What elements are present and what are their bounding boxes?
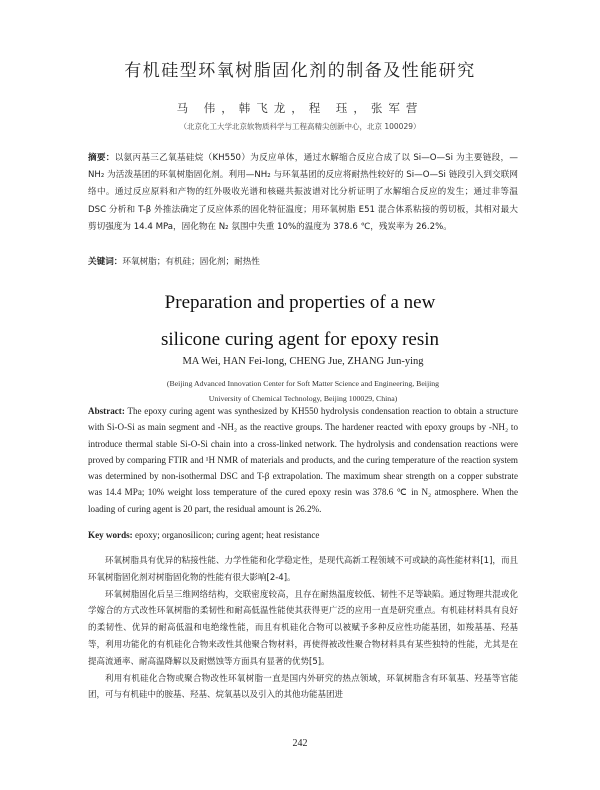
english-affiliation-line2: University of Chemical Technology, Beijing 100029, China) <box>208 394 398 403</box>
english-abstract <box>88 403 518 517</box>
english-keywords-label: Key words: <box>88 530 133 540</box>
chinese-abstract-label: 摘要： <box>88 153 115 163</box>
english-authors: MA Wei, HAN Fei-long, CHENG Jue, ZHANG Jun-ying <box>182 356 424 367</box>
english-affiliation <box>88 376 518 406</box>
chinese-abstract <box>88 150 518 236</box>
body-text <box>88 553 518 704</box>
chinese-keywords-text: 环氧树脂；有机硅；固化剂；耐热性 <box>122 257 260 267</box>
page-number: 242 <box>292 738 308 749</box>
body-paragraph-2: 环氧树脂固化后呈三维网络结构，交联密度较高，且存在耐热温度较低、韧性不足等缺陷。通过物理共混或化学嫁合的方式改性环氧树脂的柔韧性和耐高低温性能使其获得更广泛的应用一直是研究重点。有机硅材料具有良好的柔韧性、优异的耐高低温和电绝缘性能，而且有机硅化合物可以被赋予多种反应性功能基团，如羧基基、羟基等，利用功能化的有机硅化合物来改性其他聚合物材料，再使得被改性聚合物材料具有某些独特的性能，尤其是在提高流通率、耐高温降解以及耐燃蚀等方面具有显著的优势[5]。 <box>88 589 518 667</box>
english-abstract-text: The epoxy curing agent was synthesized by KH550 hydrolysis condensation reaction to obtain a structure with Si-O-Si as main segment and -NH₂ as the reactive groups. The hardener reacted with epoxy groups by -NH₂ to introduce thermal stable Si-O-Si chain into a cross-linked network. The hydrolysis and condensation reactions were proved by comparing FTIR and ¹H NMR of materials and products, and the curing temperature of the reaction system was determined by non-isothermal DSC and T-β extrapolation. The maximum shear strength on a copper substrate was 14.4 MPa; 10% weight loss temperature of the cured epoxy resin was 378.6 ℃ in N₂ atmosphere. When the loading of curing agent is 20 part, the residual amount is 26.2%. <box>88 406 519 514</box>
chinese-keywords-label: 关键词： <box>88 257 123 267</box>
chinese-affiliation: （北京化工大学北京软物质科学与工程高精尖创新中心，北京 100029） <box>179 122 421 131</box>
chinese-abstract-text: 以氨丙基三乙氧基硅烷（KH550）为反应单体，通过水解缩合反应合成了以 Si—O—Si 为主要链段，—NH₂ 为活泼基团的环氧树脂固化剂。利用—NH₂ 与环氧基团的反应将耐热性较好的 Si—O—Si 链段引入到交联网络中。通过反应原料和产物的红外吸收光谱和核磁共振波谱对比分析证明了水解缩合反应的发生；通过非等温 DSC 分析和 T-β 外推法确定了反应体系的固化特征温度；用环氧树脂 E51 混合体系粘接的剪切板，其相对最大剪切强度为 14.4 MPa，固化物在 N₂ 氛围中失重 10%的温度为 378.6 ℃，残炭率为 26.2%。 <box>88 153 518 232</box>
english-keywords-text: epoxy; organosilicon; curing agent; heat resistance <box>135 530 320 540</box>
english-title-line1: Preparation and properties of a new <box>164 292 436 313</box>
english-keywords <box>88 530 518 540</box>
chinese-title: 有机硅型环氧树脂固化剂的制备及性能研究 <box>124 61 476 81</box>
english-title-line2: silicone curing agent for epoxy resin <box>160 329 440 350</box>
english-affiliation-line1: (Beijing Advanced Innovation Center for Soft Matter Science and Engineering, Beijing <box>166 379 440 388</box>
body-paragraph-1: 环氧树脂具有优异的粘接性能、力学性能和化学稳定性，是现代高新工程领域不可或缺的高性能材料[1]，而且环氧树脂固化剂对树脂固化物的性能有很大影响[2-4]。 <box>88 556 518 583</box>
chinese-authors: 马 伟，韩飞龙，程 珏，张军营 <box>176 101 424 115</box>
chinese-keywords <box>88 255 518 267</box>
body-paragraph-3: 利用有机硅化合物或聚合物改性环氧树脂一直是国内外研究的热点领域，环氧树脂含有环氧基、羟基等官能团，可与有机硅中的胺基、羟基、烷氧基以及引入的其他功能基团进 <box>88 673 518 701</box>
english-abstract-label: Abstract: <box>88 406 125 416</box>
